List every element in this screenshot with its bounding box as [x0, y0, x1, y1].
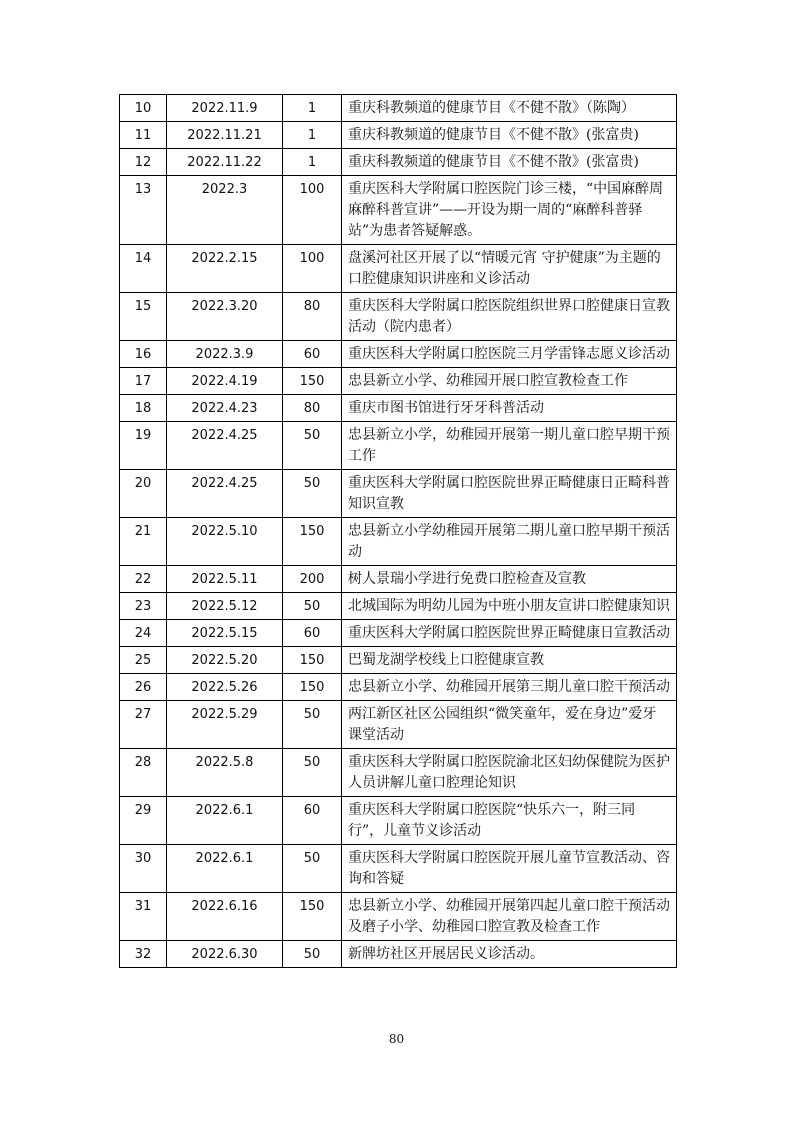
cell-description: 忠县新立小学、幼稚园开展第三期儿童口腔干预活动	[342, 674, 677, 701]
cell-number: 19	[120, 422, 167, 470]
page-number: 80	[388, 1032, 405, 1046]
table-row	[120, 620, 677, 647]
cell-count: 200	[283, 566, 342, 593]
cell-number: 30	[120, 845, 167, 893]
table-row	[120, 149, 677, 176]
table-row	[120, 176, 677, 245]
cell-count: 50	[283, 845, 342, 893]
table-body	[120, 95, 677, 968]
table-row	[120, 701, 677, 749]
cell-description: 盘溪河社区开展了以“情暖元宵 守护健康”为主题的口腔健康知识讲座和义诊活动	[342, 245, 677, 293]
cell-number: 15	[120, 293, 167, 341]
table-row	[120, 845, 677, 893]
cell-date: 2022.5.8	[167, 749, 283, 797]
cell-date: 2022.3	[167, 176, 283, 245]
table-row	[120, 293, 677, 341]
cell-date: 2022.5.15	[167, 620, 283, 647]
cell-count: 1	[283, 122, 342, 149]
cell-count: 80	[283, 395, 342, 422]
table-row	[120, 893, 677, 941]
cell-date: 2022.6.30	[167, 941, 283, 968]
cell-date: 2022.4.19	[167, 368, 283, 395]
cell-number: 22	[120, 566, 167, 593]
table-row	[120, 566, 677, 593]
cell-number: 25	[120, 647, 167, 674]
cell-number: 27	[120, 701, 167, 749]
table-row	[120, 674, 677, 701]
cell-date: 2022.11.21	[167, 122, 283, 149]
cell-date: 2022.5.12	[167, 593, 283, 620]
cell-date: 2022.6.16	[167, 893, 283, 941]
cell-description: 重庆医科大学附属口腔医院开展儿童节宣教活动、咨询和答疑	[342, 845, 677, 893]
cell-description: 重庆医科大学附属口腔医院渝北区妇幼保健院为医护人员讲解儿童口腔理论知识	[342, 749, 677, 797]
cell-number: 12	[120, 149, 167, 176]
cell-description: 巴蜀龙湖学校线上口腔健康宣教	[342, 647, 677, 674]
table-row	[120, 95, 677, 122]
cell-count: 1	[283, 95, 342, 122]
cell-count: 100	[283, 245, 342, 293]
cell-number: 23	[120, 593, 167, 620]
table-row	[120, 122, 677, 149]
cell-description: 重庆科教频道的健康节目《不健不散》(张富贵)	[342, 122, 677, 149]
cell-number: 26	[120, 674, 167, 701]
cell-date: 2022.5.10	[167, 518, 283, 566]
table-row	[120, 245, 677, 293]
cell-count: 80	[283, 293, 342, 341]
cell-count: 100	[283, 176, 342, 245]
cell-count: 60	[283, 341, 342, 368]
cell-date: 2022.6.1	[167, 845, 283, 893]
table-row	[120, 422, 677, 470]
cell-date: 2022.11.9	[167, 95, 283, 122]
cell-date: 2022.5.26	[167, 674, 283, 701]
cell-description: 重庆医科大学附属口腔医院三月学雷锋志愿义诊活动	[342, 341, 677, 368]
cell-date: 2022.11.22	[167, 149, 283, 176]
cell-date: 2022.3.9	[167, 341, 283, 368]
cell-number: 20	[120, 470, 167, 518]
cell-description: 北城国际为明幼儿园为中班小朋友宣讲口腔健康知识	[342, 593, 677, 620]
cell-date: 2022.3.20	[167, 293, 283, 341]
cell-description: 新牌坊社区开展居民义诊活动。	[342, 941, 677, 968]
table-row	[120, 518, 677, 566]
cell-description: 重庆医科大学附属口腔医院世界正畸健康日宣教活动	[342, 620, 677, 647]
cell-description: 重庆科教频道的健康节目《不健不散》（陈陶）	[342, 95, 677, 122]
cell-count: 1	[283, 149, 342, 176]
cell-count: 60	[283, 797, 342, 845]
cell-number: 11	[120, 122, 167, 149]
cell-count: 150	[283, 518, 342, 566]
cell-number: 28	[120, 749, 167, 797]
cell-count: 150	[283, 893, 342, 941]
cell-number: 10	[120, 95, 167, 122]
cell-count: 150	[283, 368, 342, 395]
cell-description: 重庆医科大学附属口腔医院世界正畸健康日正畸科普知识宣教	[342, 470, 677, 518]
cell-number: 32	[120, 941, 167, 968]
cell-count: 50	[283, 701, 342, 749]
cell-date: 2022.5.29	[167, 701, 283, 749]
cell-date: 2022.2.15	[167, 245, 283, 293]
cell-description: 重庆医科大学附属口腔医院门诊三楼，“中国麻醉周麻醉科普宣讲”——开设为期一周的“麻醉科普驿站”为患者答疑解惑。	[342, 176, 677, 245]
cell-number: 13	[120, 176, 167, 245]
cell-date: 2022.4.23	[167, 395, 283, 422]
cell-description: 重庆市图书馆进行牙牙科普活动	[342, 395, 677, 422]
cell-count: 150	[283, 647, 342, 674]
cell-count: 50	[283, 593, 342, 620]
table-row	[120, 368, 677, 395]
cell-description: 重庆医科大学附属口腔医院组织世界口腔健康日宣教活动（院内患者）	[342, 293, 677, 341]
table-row	[120, 395, 677, 422]
table-row	[120, 749, 677, 797]
cell-number: 18	[120, 395, 167, 422]
cell-date: 2022.4.25	[167, 470, 283, 518]
cell-number: 17	[120, 368, 167, 395]
table-row	[120, 593, 677, 620]
cell-count: 50	[283, 422, 342, 470]
cell-date: 2022.4.25	[167, 422, 283, 470]
cell-count: 150	[283, 674, 342, 701]
cell-description: 重庆科教频道的健康节目《不健不散》(张富贵)	[342, 149, 677, 176]
cell-description: 忠县新立小学、幼稚园开展口腔宣教检查工作	[342, 368, 677, 395]
cell-number: 14	[120, 245, 167, 293]
cell-description: 重庆医科大学附属口腔医院“快乐六一，附三同行”，儿童节义诊活动	[342, 797, 677, 845]
table-row	[120, 470, 677, 518]
cell-number: 16	[120, 341, 167, 368]
table-row	[120, 941, 677, 968]
cell-date: 2022.5.11	[167, 566, 283, 593]
cell-description: 忠县新立小学、幼稚园开展第四起儿童口腔干预活动及磨子小学、幼稚园口腔宣教及检查工作	[342, 893, 677, 941]
cell-description: 忠县新立小学幼稚园开展第二期儿童口腔早期干预活动	[342, 518, 677, 566]
cell-number: 21	[120, 518, 167, 566]
cell-count: 50	[283, 470, 342, 518]
cell-number: 24	[120, 620, 167, 647]
table-row	[120, 797, 677, 845]
cell-number: 31	[120, 893, 167, 941]
table-row	[120, 341, 677, 368]
activity-table	[119, 94, 677, 968]
cell-number: 29	[120, 797, 167, 845]
cell-count: 50	[283, 941, 342, 968]
cell-date: 2022.6.1	[167, 797, 283, 845]
cell-description: 忠县新立小学，幼稚园开展第一期儿童口腔早期干预工作	[342, 422, 677, 470]
cell-count: 60	[283, 620, 342, 647]
cell-count: 50	[283, 749, 342, 797]
cell-description: 树人景瑞小学进行免费口腔检查及宣教	[342, 566, 677, 593]
cell-description: 两江新区社区公园组织“微笑童年，爱在身边”爱牙课堂活动	[342, 701, 677, 749]
table-row	[120, 647, 677, 674]
cell-date: 2022.5.20	[167, 647, 283, 674]
